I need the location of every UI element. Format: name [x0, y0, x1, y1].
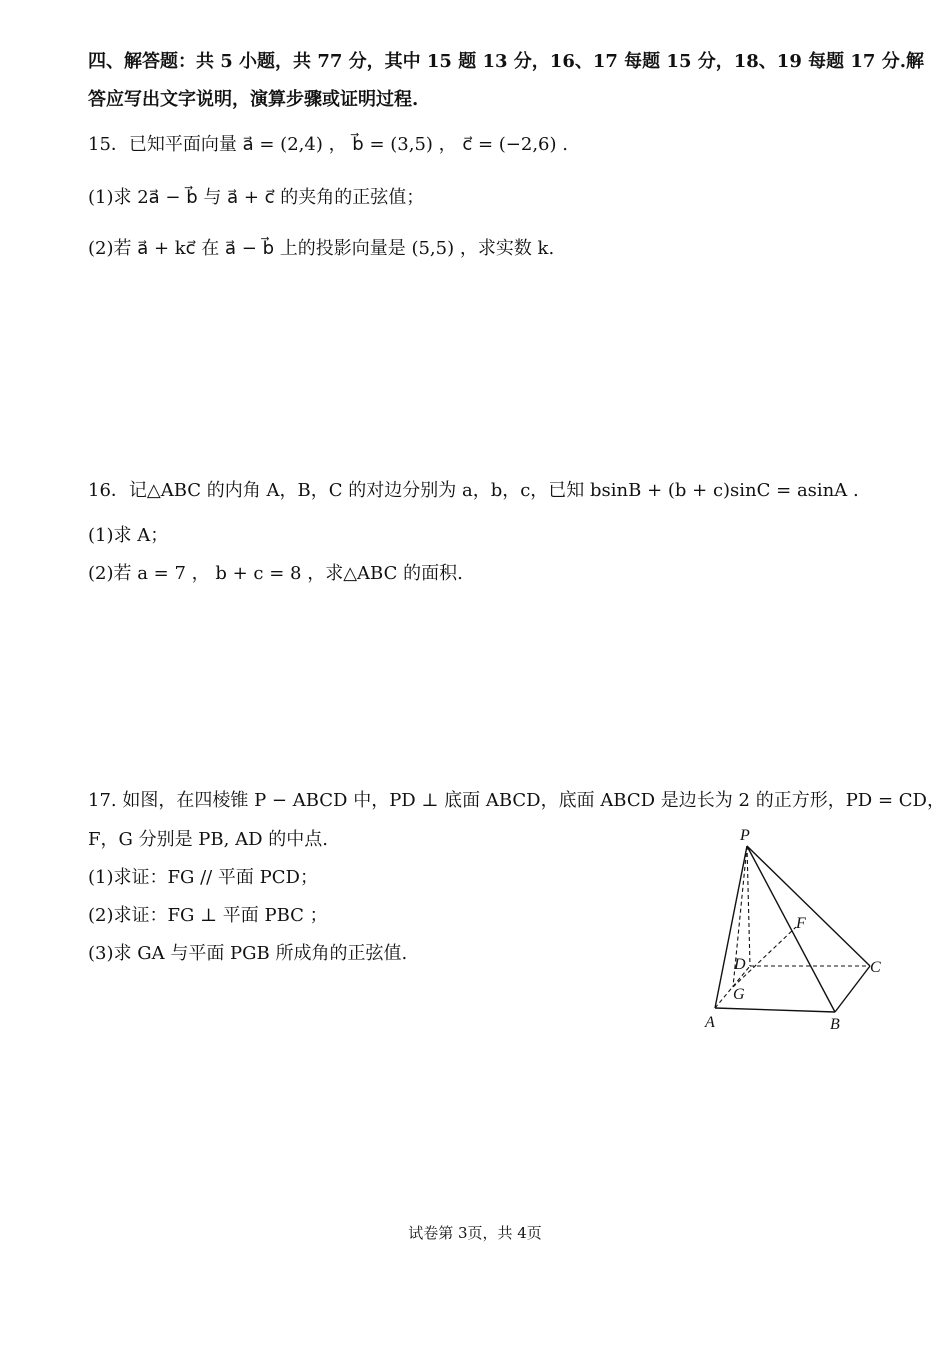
q17-part3: (3)求 GA 与平面 PGB 所成角的正弦值.	[88, 943, 408, 964]
section-heading-line2: 答应写出文字说明，演算步骤或证明过程.	[88, 89, 419, 110]
page-footer: 试卷第 3页，共 4页	[408, 1224, 542, 1242]
label-P: P	[740, 827, 750, 844]
q16-part1: (1)求 A；	[88, 525, 169, 546]
edge-PB	[747, 846, 835, 1012]
q17-part1: (1)求证：FG // 平面 PCD；	[88, 867, 318, 888]
label-D: D	[734, 956, 746, 973]
edge-AB	[715, 1008, 835, 1012]
q16-part2: (2)若 a = 7 ， b + c = 8 ，求△ABC 的面积.	[88, 563, 463, 584]
edge-PD	[747, 846, 750, 966]
label-A: A	[705, 1014, 715, 1031]
label-B: B	[830, 1016, 840, 1033]
q15-part1: (1)求 2a⃗ − b⃗ 与 a⃗ + c⃗ 的夹角的正弦值；	[88, 187, 425, 208]
q15-stem: 15．已知平面向量 a⃗ = (2,4) ， b⃗ = (3,5) ， c⃗ = (−2,6) .	[88, 134, 568, 155]
label-C: C	[870, 959, 881, 976]
edge-BC	[835, 966, 870, 1012]
label-G: G	[733, 986, 745, 1003]
q17-part2: (2)求证：FG ⊥ 平面 PBC ；	[88, 905, 328, 926]
edge-PA	[715, 846, 747, 1008]
label-F: F	[796, 915, 806, 932]
q15-part2: (2)若 a⃗ + kc⃗ 在 a⃗ − b⃗ 上的投影向量是 (5,5) ，求实数 k.	[88, 238, 555, 259]
q17-stem-line1: 17. 如图，在四棱锥 P − ABCD 中，PD ⊥ 底面 ABCD，底面 ABCD 是边长为 2 的正方形，PD = CD，	[88, 790, 945, 811]
edge-PC	[747, 846, 870, 966]
q16-stem: 16．记△ABC 的内角 A，B，C 的对边分别为 a，b，c，已知 bsinB + (b + c)sinC = asinA .	[88, 480, 859, 501]
section-heading-line1: 四、解答题：共 5 小题，共 77 分，其中 15 题 13 分，16、17 每题 15 分，18、19 每题 17 分.解	[88, 51, 924, 72]
q17-stem-line2: F，G 分别是 PB, AD 的中点.	[88, 829, 328, 850]
pyramid-figure	[700, 822, 900, 1042]
